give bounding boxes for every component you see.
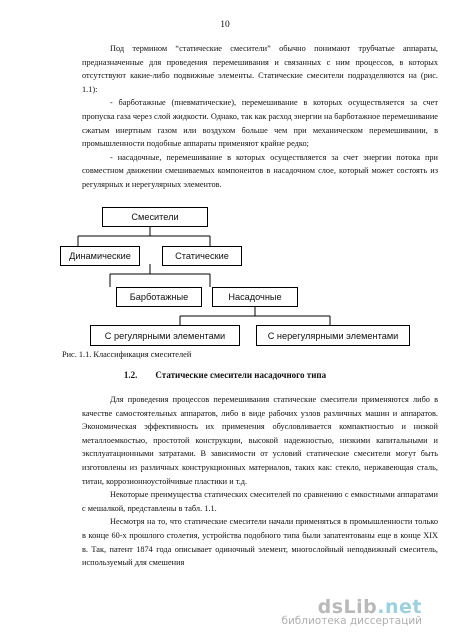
section-heading — [0, 370, 450, 380]
node-static: Статические — [162, 246, 242, 266]
paragraph-application: Для проведения процессов перемешивания статические смесители применяются либо в качестве самостоятельных аппаратов, либо в виде рабочих узлов различных машин и аппаратов. Экономическая эффективность их применения обусловливается компактностью и низкой металлоемкостью, простотой конструкции, высокой надежностью, низкими капитальными и эксплуатационными затратами. В зависимости от условий статические смесители могут быть изготовлены из различных конструкционных материалов, таких как: стекло, нержавеющая сталь, титан, коррозионноустойчивые пластики и т.д. — [82, 395, 438, 486]
watermark-logo: dsLib.net — [317, 596, 422, 618]
paragraph-packed: - насадочные, перемешивание в которых осуществляется за счет энергии потока при совместном движении смешиваемых компонентов в насадочном слое, который может состоять из регулярных и нерегулярных элементов. — [82, 152, 438, 189]
paragraph-definition: Под термином “статические смесители” обычно понимают трубчатые аппараты, предназначенные для проведения перемешивания и связанных с ним процессов, в которых отсутствуют какие-либо подвижные элементы. Статические смесители подразделяются на (рис. 1.1): — [82, 44, 438, 94]
figure-caption: Рис. 1.1. Классификация смесителей — [62, 350, 192, 359]
section-number: 1.2. — [123, 370, 138, 380]
watermark — [281, 596, 422, 627]
node-packed: Насадочные — [212, 287, 298, 307]
node-regular-elements: С регулярными элементами — [90, 325, 240, 346]
paragraph-advantages: Некоторые преимущества статических смесителей по сравнению с емкостными аппаратами с мешалкой, представлены в табл. 1.1. — [82, 490, 438, 513]
intro-text — [82, 42, 438, 192]
watermark-subtitle: библиотека диссертаций — [281, 615, 422, 627]
section-title: Статические смесители насадочного типа — [155, 370, 327, 380]
node-mixers: Смесители — [102, 207, 208, 227]
paragraph-history: Несмотря на то, что статические смесители начали применяться в промышленности только в конце 60-х прошлого столетия, устройства подобного типа были запатентованы еще в конце XIX в. Так, патент 1874 года описывает одиночный элемент, многослойный неподвижный смеситель, используемый для смешения — [82, 517, 438, 568]
node-dynamic: Динамические — [60, 246, 140, 266]
page-number: 10 — [220, 20, 230, 30]
paragraph-bubbling: - барботажные (пневматические), перемешивание в которых осуществляется за счет пропуска газа через слой жидкости. Однако, так как расход энергии на барботажное перемешивание сжатым инертным газом или воздухом больше чем при механическом перемешивании, в промышленности подобные аппараты применяют крайне редко; — [82, 98, 438, 149]
node-irregular-elements: С нерегулярными элементами — [256, 325, 410, 346]
body-text — [82, 393, 438, 570]
node-bubbling: Барботажные — [116, 287, 202, 307]
